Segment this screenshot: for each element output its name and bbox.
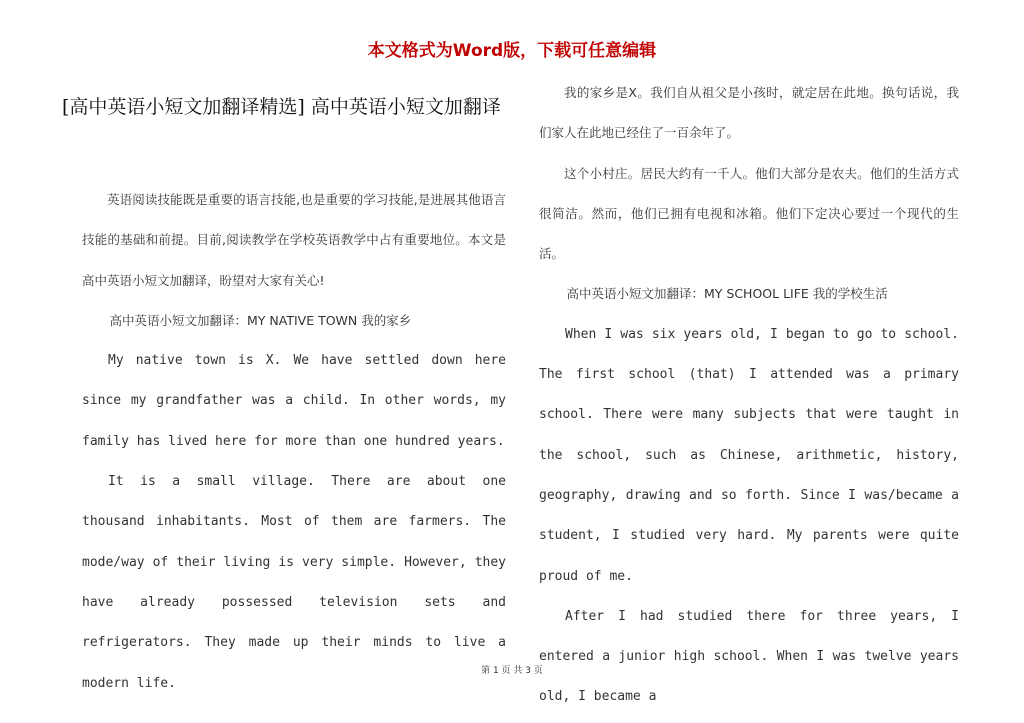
native-town-paragraph-2: It is a small village. There are about one thousand inhabitants. Most of them are farmers. The mode/way of their living is very simple. However, they have already possessed television sets and refrigerators. They made up their minds to live a modern life. [82,474,506,691]
school-life-paragraph-1: When I was six years old, I began to go to school. The first school (that) I attended was a primary school. There were many subjects that were taught in the school, such as Chinese, arithmetic, history, geography, drawing and so forth. Since I was/became a student, I studied very hard. My parents were quite proud of me. [539,326,959,584]
native-town-translation-1: 我的家乡是X。我们自从祖父是小孩时，就定居在此地。换句话说，我们家人在此地已经住了一百余年了。 [539,85,959,141]
section-heading-native-town: 高中英语小短文加翻译：MY NATIVE TOWN 我的家乡 [109,312,412,328]
native-town-paragraph-1: My native town is X. We have settled down here since my grandfather was a child. In other words, my family has lived here for more than one hundred years. [82,353,506,449]
right-column [539,73,959,718]
section-heading-school-life: 高中英语小短文加翻译：MY SCHOOL LIFE 我的学校生活 [566,286,888,302]
page-number-footer: 第 1 页 共 3 页 [481,666,543,676]
left-column [82,180,506,704]
word-format-banner: 本文格式为Word版，下载可任意编辑 [367,41,657,61]
school-life-paragraph-2: After I had studied there for three years, I entered a junior high school. When I was twelve years old, I became a [539,608,959,705]
native-town-translation-2: 这个小村庄。居民大约有一千人。他们大部分是农夫。他们的生活方式很简洁。然而，他们已拥有电视和冰箱。他们下定决心要过一个现代的生活。 [539,165,959,262]
intro-paragraph: 英语阅读技能既是重要的语言技能,也是重要的学习技能,是进展其他语言技能的基础和前提。目前,阅读教学在学校英语教学中占有重要地位。本文是高中英语小短文加翻译，盼望对大家有关心! [82,192,506,288]
document-title: [高中英语小短文加翻译精选] 高中英语小短文加翻译 [62,96,501,118]
